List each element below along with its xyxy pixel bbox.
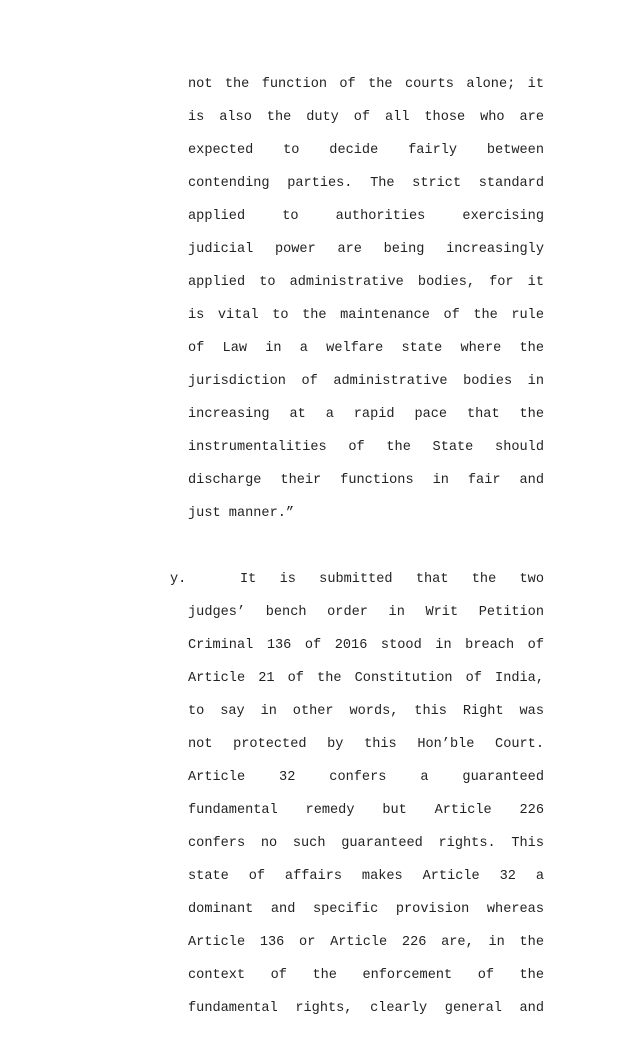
text-line: confers no such guaranteed rights. This: [188, 836, 544, 851]
text-line: applied to authorities exercising: [188, 209, 544, 224]
text-line: Article 32 confers a guaranteed: [188, 770, 544, 785]
text-line: of Law in a welfare state where the: [188, 341, 544, 356]
text-line: discharge their functions in fair and: [188, 473, 544, 488]
text-line: judicial power are being increasingly: [188, 242, 544, 257]
text-line: instrumentalities of the State should: [188, 440, 544, 455]
text-line: jurisdiction of administrative bodies in: [188, 374, 544, 389]
text-line: to say in other words, this Right was: [188, 704, 544, 719]
text-line: not the function of the courts alone; it: [188, 77, 544, 92]
text-line: context of the enforcement of the: [188, 968, 544, 983]
text-line: contending parties. The strict standard: [188, 176, 544, 191]
text-line: just manner.”: [188, 506, 295, 521]
text-line: fundamental remedy but Article 226: [188, 803, 544, 818]
text-line: is also the duty of all those who are: [188, 110, 544, 125]
text-line: It is submitted that the two: [240, 572, 544, 587]
text-line: increasing at a rapid pace that the: [188, 407, 544, 422]
text-line: fundamental rights, clearly general and: [188, 1001, 544, 1016]
text-line: Article 136 or Article 226 are, in the: [188, 935, 544, 950]
text-line: applied to administrative bodies, for it: [188, 275, 544, 290]
text-line: Article 21 of the Constitution of India,: [188, 671, 544, 686]
text-line: dominant and specific provision whereas: [188, 902, 544, 917]
text-line: judges’ bench order in Writ Petition: [188, 605, 544, 620]
text-line: not protected by this Hon’ble Court.: [188, 737, 544, 752]
text-line: expected to decide fairly between: [188, 143, 544, 158]
paragraph-marker: y.: [170, 572, 187, 587]
text-line: state of affairs makes Article 32 a: [188, 869, 544, 884]
text-line: Criminal 136 of 2016 stood in breach of: [188, 638, 544, 653]
text-line: is vital to the maintenance of the rule: [188, 308, 544, 323]
